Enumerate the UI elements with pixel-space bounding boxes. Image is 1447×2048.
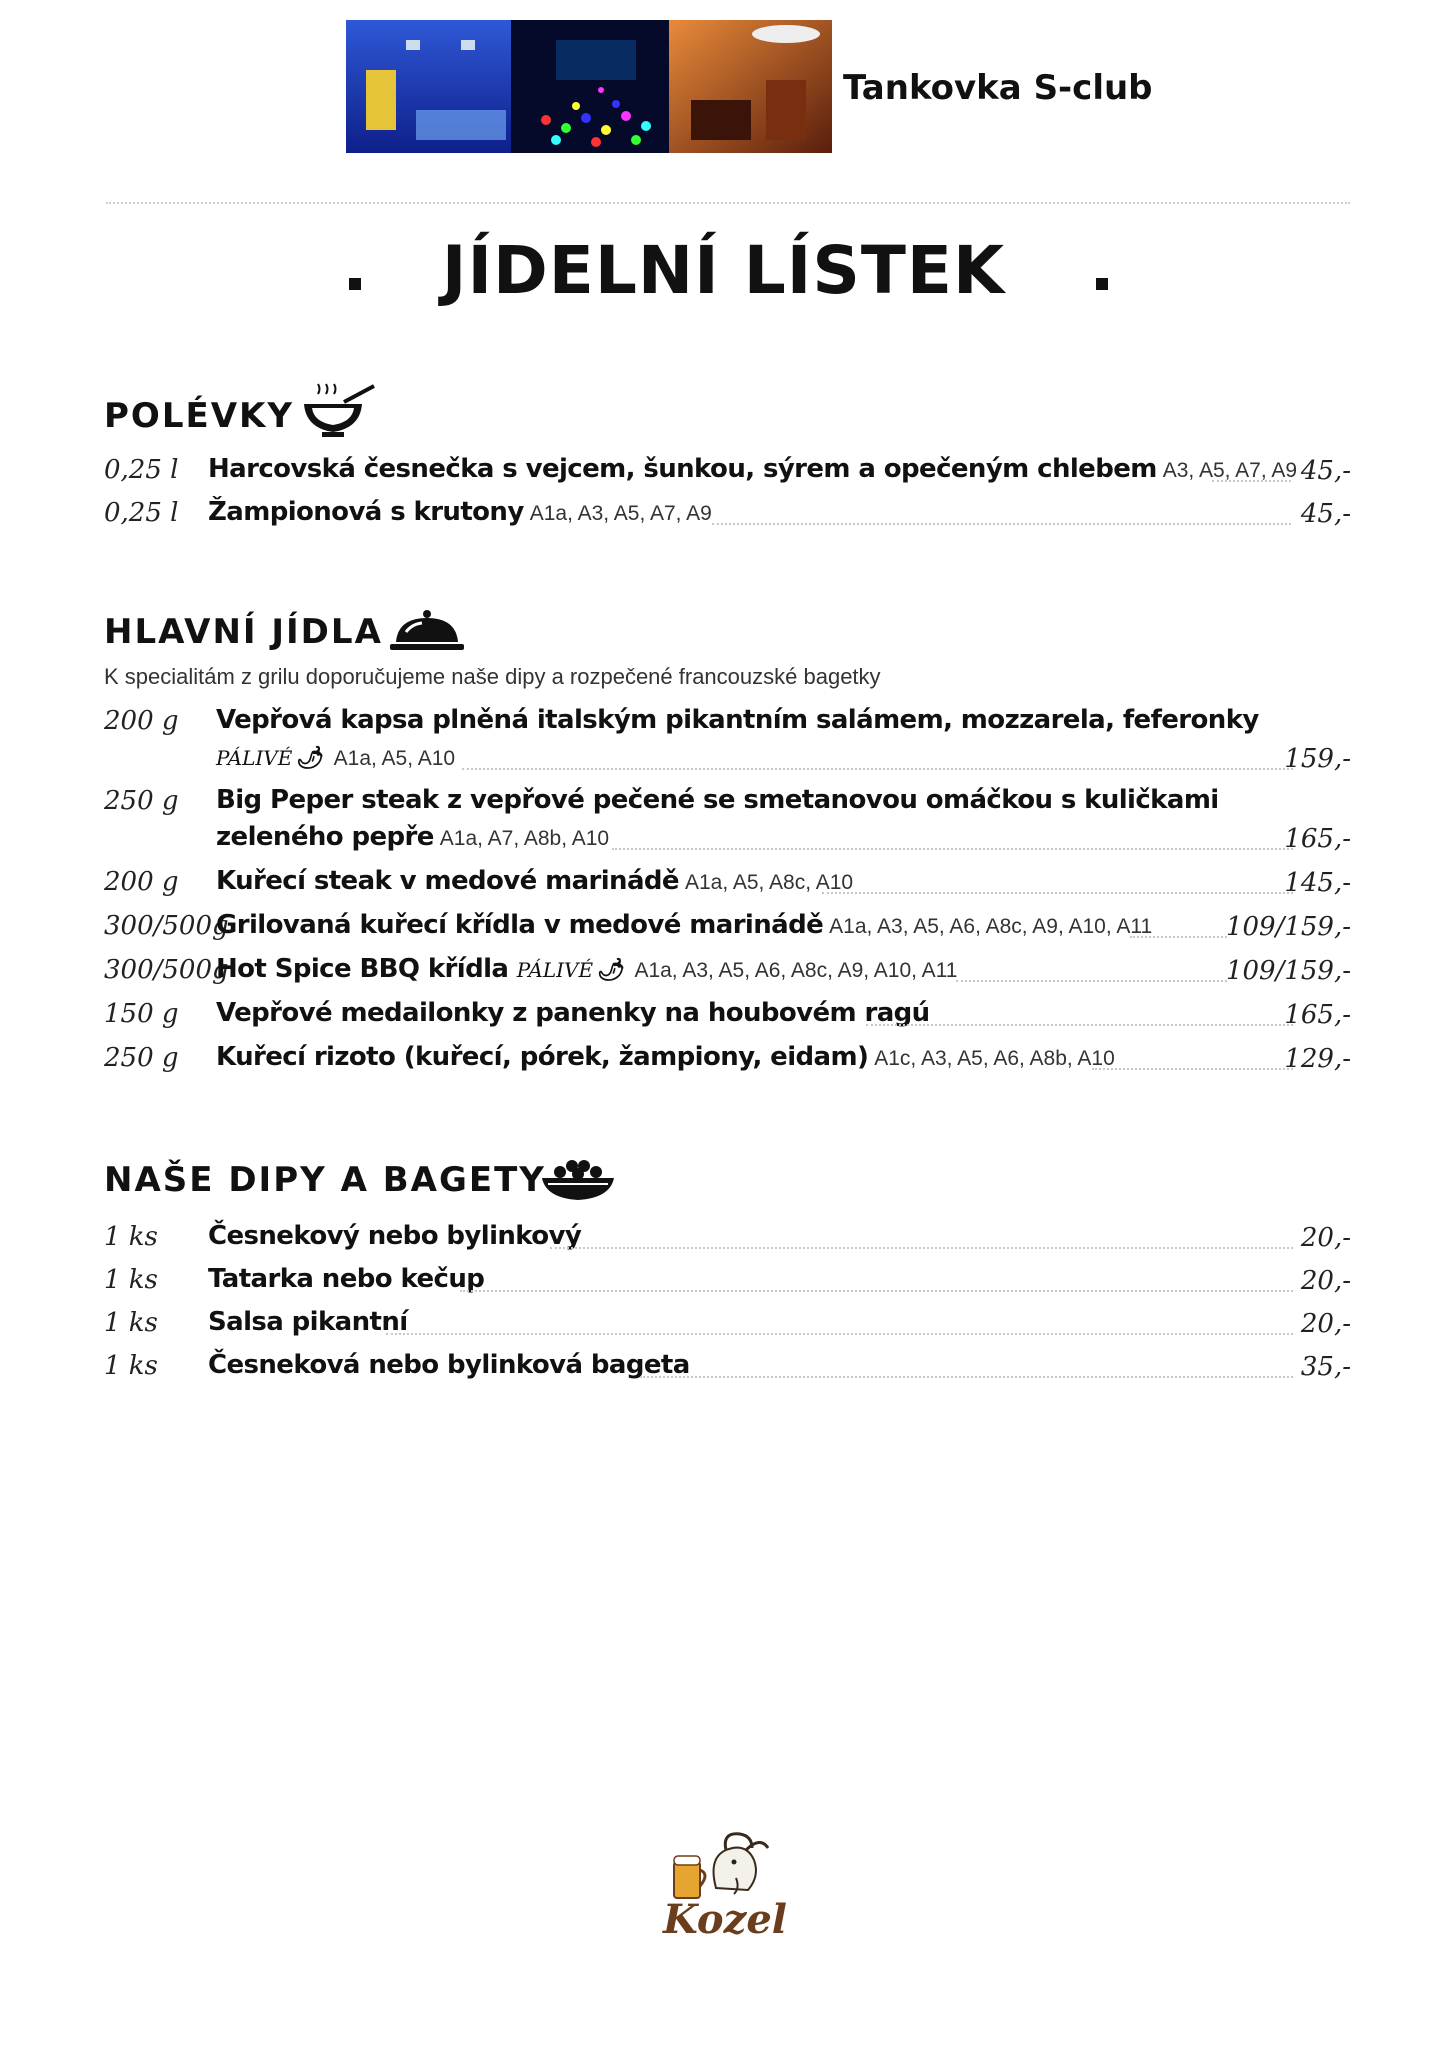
item-qty: 250 g: [104, 1043, 179, 1073]
item-price: 129,-: [1284, 1044, 1351, 1074]
item-qty: 0,25 l: [104, 455, 179, 485]
item-qty: 300/500g: [104, 911, 229, 941]
dot-leader: [1130, 936, 1227, 938]
dot-leader: [712, 523, 1291, 525]
menu-item-name: Harcovská česnečka s vejcem, šunkou, sýrem a opečeným chlebem A3, A5, A7, A9: [208, 454, 1298, 484]
menu-item-name: Vepřové medailonky z panenky na houbovém ragú: [216, 998, 930, 1028]
item-qty: 1 ks: [104, 1222, 158, 1252]
section-title-mains: HLAVNÍ JÍDLA: [104, 612, 383, 652]
item-price: 159,-: [1284, 744, 1351, 774]
title-bullet-right: [1096, 278, 1108, 290]
menu-item-name: Salsa pikantní: [208, 1307, 408, 1337]
item-qty: 1 ks: [104, 1351, 158, 1381]
item-qty: 200 g: [104, 867, 179, 897]
dot-leader: [460, 1290, 1293, 1292]
item-price: 165,-: [1284, 1000, 1351, 1030]
item-price: 45,-: [1300, 456, 1351, 486]
spicy-label: PÁLIVÉ: [516, 958, 594, 982]
venue-name: Tankovka S-club: [843, 68, 1153, 108]
menu-item-name: Česneková nebo bylinková bageta: [208, 1350, 690, 1380]
item-price: 20,-: [1300, 1266, 1351, 1296]
bowl-of-dips-icon: [540, 1156, 616, 1206]
allergen-codes: A1a, A5, A10: [333, 747, 456, 770]
allergen-codes: A1a, A3, A5, A6, A8c, A9, A10, A11: [634, 959, 958, 982]
menu-item-name: Big Peper steak z vepřové pečené se smetanovou omáčkou s kuličkami: [216, 785, 1219, 815]
allergen-codes: A1a, A7, A8b, A10: [439, 827, 610, 850]
item-price: 20,-: [1300, 1309, 1351, 1339]
dot-leader: [612, 848, 1293, 850]
allergen-codes: A1a, A3, A5, A6, A8c, A9, A10, A11: [829, 915, 1153, 938]
item-price: 145,-: [1284, 868, 1351, 898]
section-title-soups: POLÉVKY: [104, 396, 294, 436]
menu-item-name: Kuřecí rizoto (kuřecí, pórek, žampiony, eidam) A1c, A3, A5, A6, A8b, A10: [216, 1042, 1115, 1072]
dot-leader: [1092, 1068, 1293, 1070]
allergen-codes: A3, A5, A7, A9: [1162, 459, 1298, 482]
header-divider: [106, 202, 1350, 204]
menu-item-name: Hot Spice BBQ křídla PÁLIVÉ 🌶 A1a, A3, A5, A6, A8c, A9, A10, A11: [216, 954, 958, 984]
menu-item-name: Vepřová kapsa plněná italským pikantním salámem, mozzarela, feferonky: [216, 705, 1259, 735]
chili-pepper-icon: 🌶: [296, 746, 324, 771]
allergen-codes: A1a, A3, A5, A7, A9: [529, 502, 712, 525]
allergen-codes: A1c, A3, A5, A6, A8b, A10: [874, 1047, 1115, 1070]
item-price: 109/159,-: [1225, 912, 1351, 942]
item-qty: 300/500g: [104, 955, 229, 985]
menu-item-name: Tatarka nebo kečup: [208, 1264, 485, 1294]
item-qty: 0,25 l: [104, 498, 179, 528]
page-title: JÍDELNÍ LÍSTEK: [441, 232, 1006, 309]
serving-cloche-icon: [390, 608, 464, 658]
item-qty: 250 g: [104, 786, 179, 816]
dot-leader: [866, 1024, 1293, 1026]
menu-item-name: Žampionová s krutony A1a, A3, A5, A7, A9: [208, 497, 712, 527]
item-qty: 200 g: [104, 706, 179, 736]
dot-leader: [1212, 480, 1291, 482]
dot-leader: [386, 1333, 1293, 1335]
menu-item-name-cont: zeleného pepře A1a, A7, A8b, A10: [216, 822, 610, 852]
menu-item-detail: [216, 742, 455, 772]
dot-leader: [822, 892, 1293, 894]
item-price: 20,-: [1300, 1223, 1351, 1253]
allergen-codes: A1a, A5, A8c, A10: [684, 871, 854, 894]
item-price: 165,-: [1284, 824, 1351, 854]
item-price: 109/159,-: [1225, 956, 1351, 986]
item-qty: 1 ks: [104, 1308, 158, 1338]
soup-bowl-icon: [300, 380, 378, 446]
dot-leader: [550, 1247, 1293, 1249]
menu-item-name: Česnekový nebo bylinkový: [208, 1221, 582, 1251]
item-qty: 150 g: [104, 999, 179, 1029]
menu-item-name: Kuřecí steak v medové marinádě A1a, A5, A8c, A10: [216, 866, 854, 896]
dot-leader: [640, 1376, 1293, 1378]
dot-leader: [956, 980, 1227, 982]
item-price: 45,-: [1300, 499, 1351, 529]
venue-photo-collage: [346, 20, 832, 153]
spicy-label: PÁLIVÉ: [216, 746, 293, 770]
section-title-dips: NAŠE DIPY A BAGETY: [104, 1160, 546, 1200]
item-price: 35,-: [1300, 1352, 1351, 1382]
item-qty: 1 ks: [104, 1265, 158, 1295]
kozel-logo-wordmark: Kozel: [663, 1896, 787, 1943]
chili-pepper-icon: 🌶: [597, 958, 625, 983]
menu-item-name: Grilovaná kuřecí křídla v medové marinádě A1a, A3, A5, A6, A8c, A9, A10, A11: [216, 910, 1153, 940]
mains-note: K specialitám z grilu doporučujeme naše dipy a rozpečené francouzské bagetky: [104, 664, 881, 689]
dot-leader: [462, 768, 1293, 770]
